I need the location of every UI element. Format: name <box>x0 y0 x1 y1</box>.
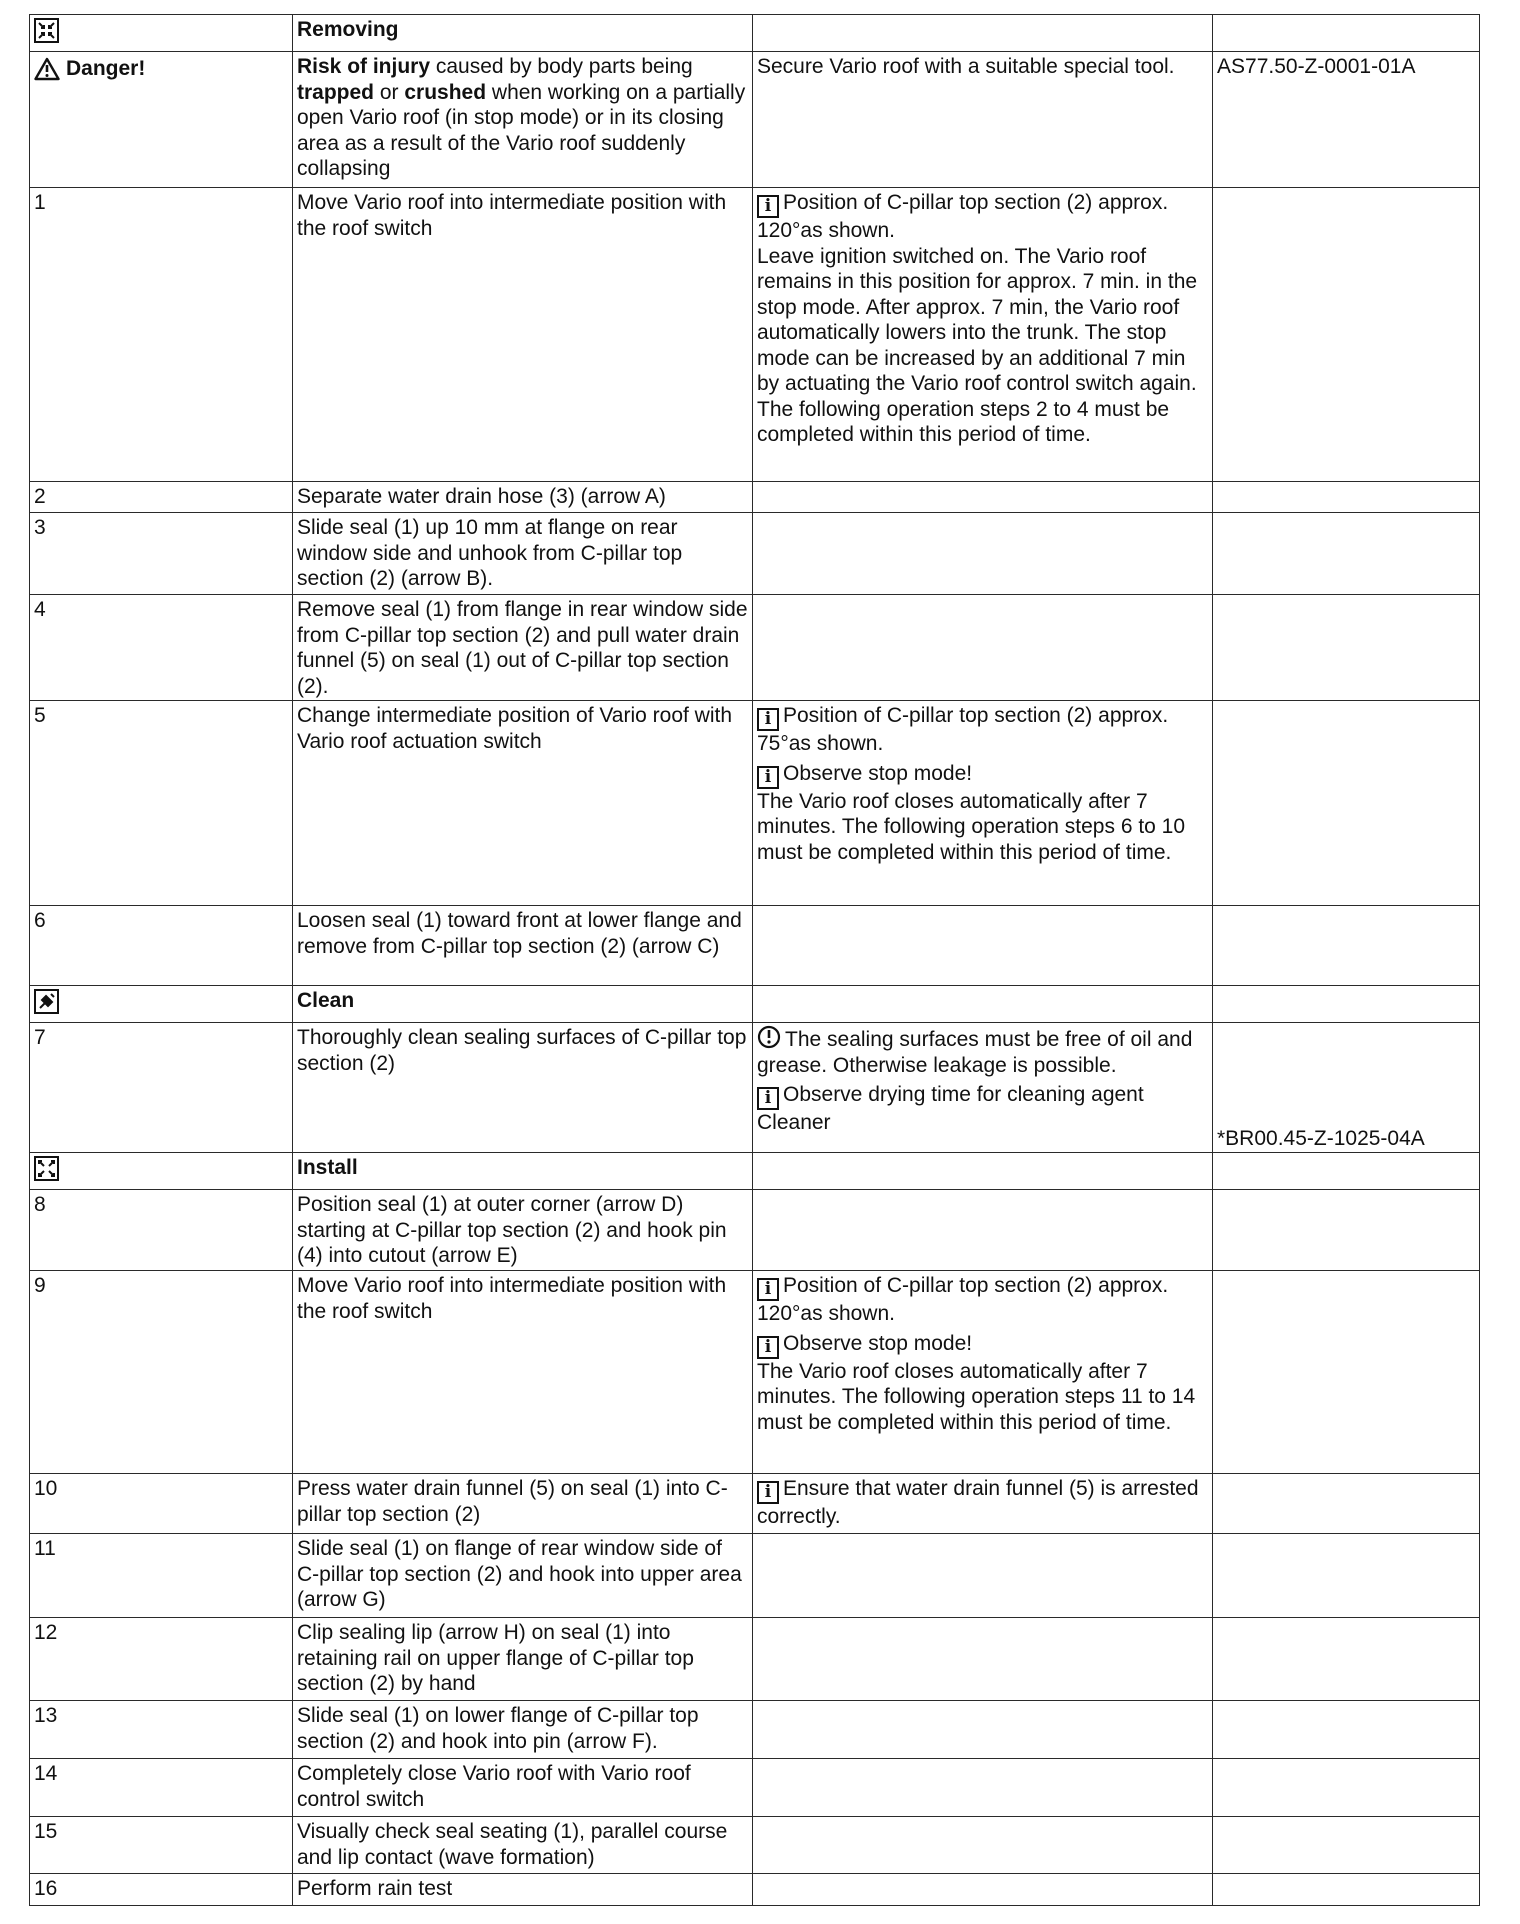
step-row <box>30 482 1480 513</box>
step-text: Move Vario roof into intermediate position with the roof switch <box>293 1271 753 1474</box>
step-text: Position seal (1) at outer corner (arrow D) starting at C-pillar top section (2) and hook pin (4) into cutout (arrow E) <box>293 1190 753 1271</box>
info-icon: i <box>757 1336 779 1359</box>
danger-reference: AS77.50-Z-0001-01A <box>1213 52 1480 188</box>
cleaner-reference: *BR00.45-Z-1025-04A <box>1213 1023 1480 1153</box>
step-number: 11 <box>30 1534 293 1618</box>
step-row <box>30 1534 1480 1618</box>
step-notes: The sealing surfaces must be free of oil and grease. Otherwise leakage is possible. i Observe drying time for cleaning agent Cleaner <box>753 1023 1213 1153</box>
step-row <box>30 1874 1480 1906</box>
caution-icon <box>757 1025 781 1049</box>
step-number: 5 <box>30 701 293 906</box>
info-icon: i <box>757 1087 779 1110</box>
step-number: 1 <box>30 188 293 482</box>
step-row <box>30 1474 1480 1534</box>
section-row-removing <box>30 15 1480 52</box>
danger-description: Risk of injury caused by body parts being trapped or crushed when working on a partially open Vario roof (in stop mode) or in its closing area as a result of the Vario roof suddenly collapsing <box>293 52 753 188</box>
step-row <box>30 1618 1480 1701</box>
clean-section-icon <box>34 989 59 1014</box>
step-row <box>30 1701 1480 1759</box>
danger-remedy: Secure Vario roof with a suitable special tool. <box>753 52 1213 188</box>
info-icon: i <box>757 766 779 789</box>
step-text: Change intermediate position of Vario roof with Vario roof actuation switch <box>293 701 753 906</box>
danger-label <box>34 56 145 82</box>
step-text: Remove seal (1) from flange in rear window side from C-pillar top section (2) and pull water drain funnel (5) on seal (1) out of C-pillar top section (2). <box>293 595 753 701</box>
step-text: Slide seal (1) up 10 mm at flange on rear window side and unhook from C-pillar top section (2) (arrow B). <box>293 513 753 595</box>
step-row <box>30 595 1480 701</box>
step-row <box>30 1817 1480 1874</box>
info-icon: i <box>757 1278 779 1301</box>
step-text: Thoroughly clean sealing surfaces of C-pillar top section (2) <box>293 1023 753 1153</box>
danger-row <box>30 52 1480 188</box>
step-number: 4 <box>30 595 293 701</box>
step-row <box>30 701 1480 906</box>
step-row <box>30 1190 1480 1271</box>
step-number: 6 <box>30 906 293 986</box>
step-number: 9 <box>30 1271 293 1474</box>
section-icon-cell <box>30 15 293 52</box>
step-number: 3 <box>30 513 293 595</box>
info-icon: i <box>757 708 779 731</box>
step-text: Loosen seal (1) toward front at lower flange and remove from C-pillar top section (2) (arrow C) <box>293 906 753 986</box>
step-number: 13 <box>30 1701 293 1759</box>
step-row <box>30 1023 1480 1153</box>
step-notes: i Ensure that water drain funnel (5) is arrested correctly. <box>753 1474 1213 1534</box>
danger-text: Danger! <box>66 57 146 80</box>
section-row-clean <box>30 986 1480 1023</box>
step-text: Move Vario roof into intermediate position with the roof switch <box>293 188 753 482</box>
install-section-icon <box>34 1156 59 1181</box>
step-row <box>30 1271 1480 1474</box>
step-text: Visually check seal seating (1), parallel course and lip contact (wave formation) <box>293 1817 753 1874</box>
step-number: 10 <box>30 1474 293 1534</box>
info-icon: i <box>757 1481 779 1504</box>
step-number: 16 <box>30 1874 293 1906</box>
step-notes: i Position of C-pillar top section (2) approx. 120°as shown. i Observe stop mode! The Vario roof closes automatically after 7 minutes. The following operation steps 11 to 14 must be completed within this period of time. <box>753 1271 1213 1474</box>
step-text: Separate water drain hose (3) (arrow A) <box>293 482 753 513</box>
section-title: Install <box>293 1153 753 1190</box>
step-notes: i Position of C-pillar top section (2) approx. 75°as shown. i Observe stop mode! The Vario roof closes automatically after 7 minutes. The following operation steps 6 to 10 must be completed within this period of time. <box>753 701 1213 906</box>
section-title: Removing <box>293 15 753 52</box>
step-text: Press water drain funnel (5) on seal (1) into C-pillar top section (2) <box>293 1474 753 1534</box>
step-text: Completely close Vario roof with Vario roof control switch <box>293 1759 753 1817</box>
warning-triangle-icon <box>34 57 60 81</box>
step-text: Clip sealing lip (arrow H) on seal (1) into retaining rail on upper flange of C-pillar top section (2) by hand <box>293 1618 753 1701</box>
step-number: 2 <box>30 482 293 513</box>
remove-section-icon <box>34 18 59 43</box>
step-text: Perform rain test <box>293 1874 753 1906</box>
info-icon: i <box>757 195 779 218</box>
step-row <box>30 188 1480 482</box>
step-row <box>30 513 1480 595</box>
section-row-install <box>30 1153 1480 1190</box>
step-number: 7 <box>30 1023 293 1153</box>
procedure-table <box>29 14 1480 1906</box>
step-row <box>30 906 1480 986</box>
step-notes: i Position of C-pillar top section (2) approx. 120°as shown. Leave ignition switched on. The Vario roof remains in this position for approx. 7 min. in the stop mode. After approx. 7 min, the Vario roof automatically lowers into the trunk. The stop mode can be increased by an additional 7 min by actuating the Vario roof control switch again. The following operation steps 2 to 4 must be completed within this period of time. <box>753 188 1213 482</box>
section-title: Clean <box>293 986 753 1023</box>
step-text: Slide seal (1) on lower flange of C-pillar top section (2) and hook into pin (arrow F). <box>293 1701 753 1759</box>
step-text: Slide seal (1) on flange of rear window side of C-pillar top section (2) and hook into upper area (arrow G) <box>293 1534 753 1618</box>
step-number: 8 <box>30 1190 293 1271</box>
step-row <box>30 1759 1480 1817</box>
step-number: 15 <box>30 1817 293 1874</box>
step-number: 12 <box>30 1618 293 1701</box>
step-number: 14 <box>30 1759 293 1817</box>
